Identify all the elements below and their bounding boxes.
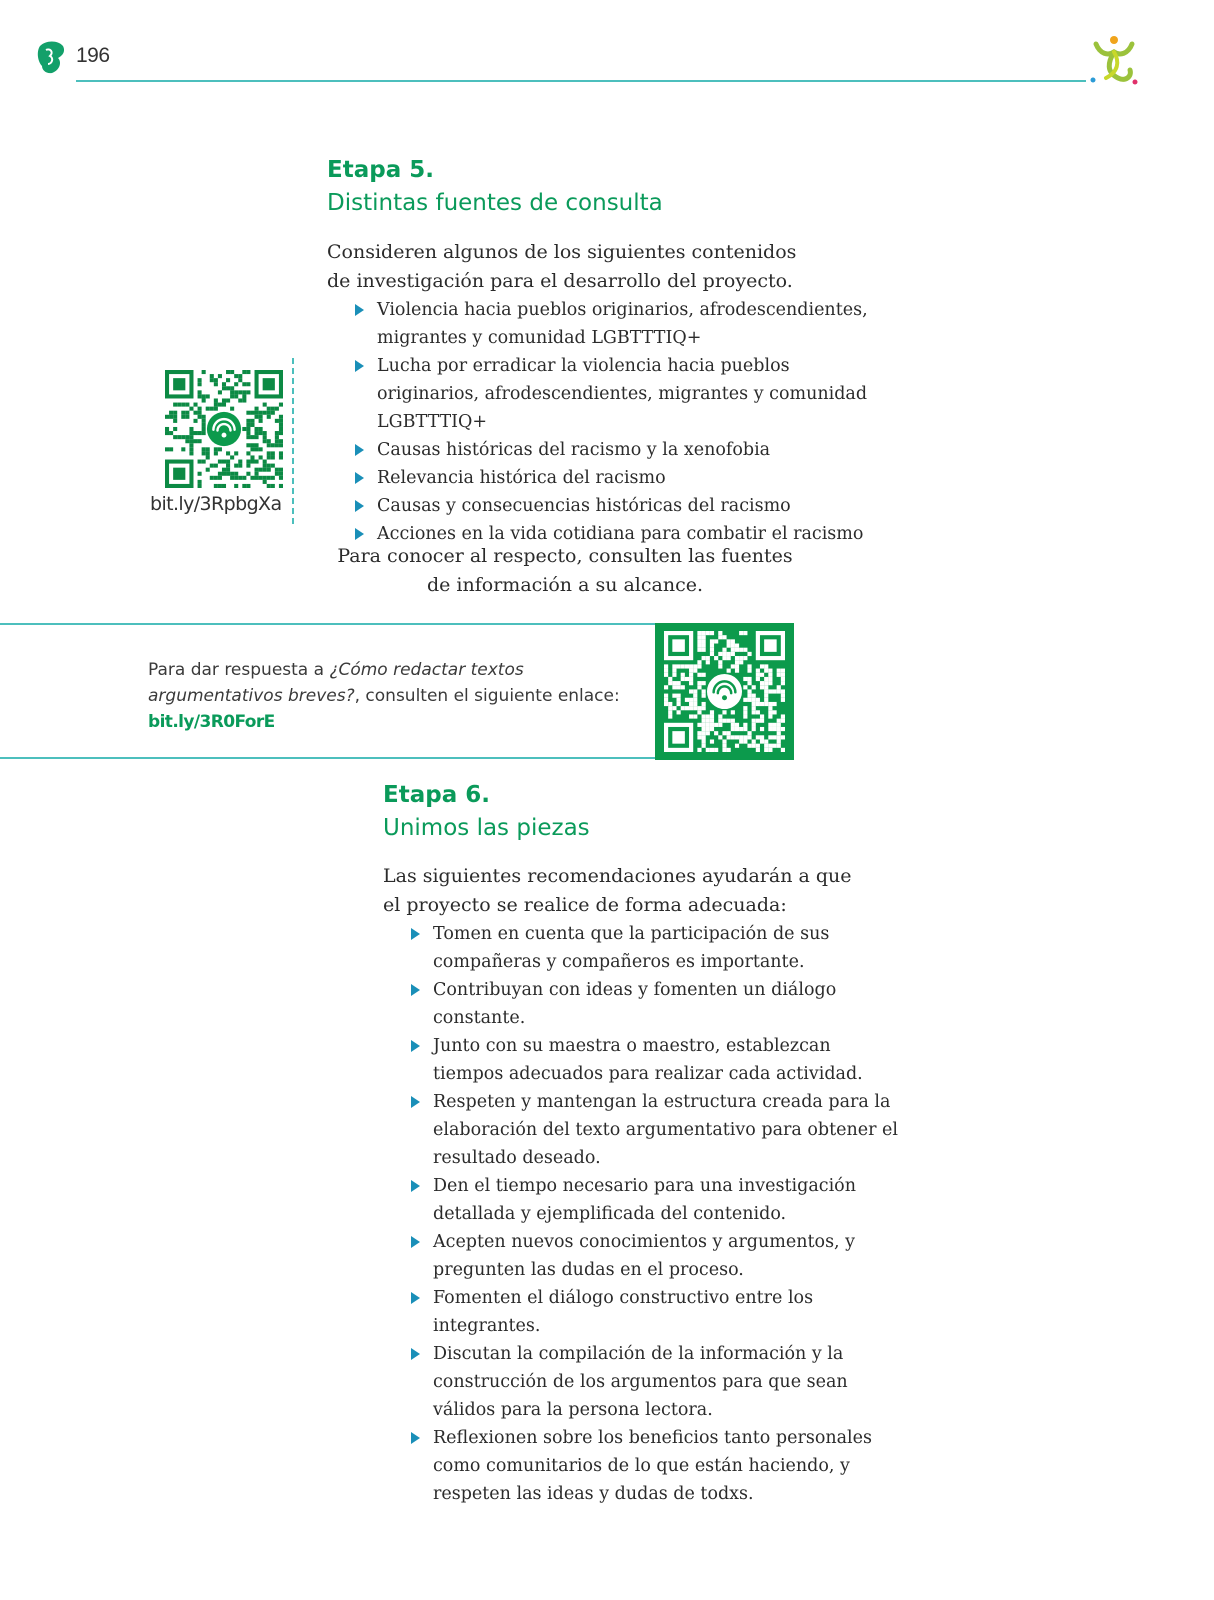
list-item — [353, 464, 873, 492]
bullet-triangle-icon — [411, 1432, 420, 1444]
list-item-text: Violencia hacia pueblos originarios, afrodescendientes, migrantes y comunidad LGBTTTIQ+ — [377, 300, 868, 348]
qr-code-icon[interactable] — [165, 370, 283, 488]
stage5-intro: Consideren algunos de los siguientes contenidos de investigación para el desarrollo del proyecto. — [327, 241, 797, 292]
list-item — [353, 296, 873, 352]
bullet-triangle-icon — [355, 528, 364, 540]
list-item — [409, 1284, 901, 1340]
stage5-heading — [327, 154, 663, 220]
bullet-triangle-icon — [411, 928, 420, 940]
list-item-text: Causas históricas del racismo y la xenofobia — [377, 440, 771, 460]
list-item-text: Reflexionen sobre los beneficios tanto personales como comunitarios de lo que están haciendo, y respeten las ideas y dudas de todxs. — [433, 1428, 872, 1504]
bullet-triangle-icon — [355, 444, 364, 456]
list-item-text: Respeten y mantengan la estructura creada para la elaboración del texto argumentativo para obtener el resultado deseado. — [433, 1092, 899, 1168]
bullet-triangle-icon — [411, 1180, 420, 1192]
list-item-text: Discutan la compilación de la información y la construcción de los argumentos para que sean válidos para la persona lectora. — [433, 1344, 848, 1420]
link-callout-url[interactable]: bit.ly/3R0ForE — [148, 712, 275, 732]
link-callout-text — [148, 657, 648, 735]
stage5-list — [353, 296, 873, 548]
list-item-text: Tomen en cuenta que la participación de sus compañeras y compañeros es importante. — [433, 924, 830, 972]
stage6-list — [409, 920, 901, 1508]
bullet-triangle-icon — [411, 1040, 420, 1052]
list-item-text: Relevancia histórica del racismo — [377, 468, 666, 488]
list-item-text: Lucha por erradicar la violencia hacia pueblos originarios, afrodescendientes, migrantes y comunidad LGBTTTIQ+ — [377, 356, 868, 432]
dashed-divider — [292, 358, 294, 524]
list-item-text: Causas y consecuencias históricas del racismo — [377, 496, 791, 516]
bullet-triangle-icon — [355, 500, 364, 512]
list-item — [409, 1032, 901, 1088]
list-item — [409, 976, 901, 1032]
bullet-triangle-icon — [411, 984, 420, 996]
qr-code-icon[interactable] — [664, 631, 785, 752]
bullet-triangle-icon — [411, 1292, 420, 1304]
list-item — [409, 1424, 901, 1508]
bullet-triangle-icon — [355, 360, 364, 372]
list-item — [353, 436, 873, 464]
list-item-text: Den el tiempo necesario para una investigación detallada y ejemplificada del contenido. — [433, 1176, 856, 1224]
header-rule — [76, 80, 1086, 82]
stage5-closing: Para conocer al respecto, consulten las fuentes de información a su alcance. — [337, 545, 793, 596]
list-item-text: Fomenten el diálogo constructivo entre los integrantes. — [433, 1288, 814, 1336]
list-item — [409, 1228, 901, 1284]
bullet-triangle-icon — [411, 1348, 420, 1360]
green-leaf-emblem-icon — [36, 40, 66, 74]
stage6-number: Etapa 6. — [383, 782, 490, 808]
list-item — [353, 492, 873, 520]
link-callout-prefix: Para dar respuesta a — [148, 660, 330, 680]
link-callout-box — [0, 623, 794, 759]
stage6-intro: Las siguientes recomendaciones ayudarán a que el proyecto se realice de forma adecuada: — [383, 865, 852, 916]
qr-link-label[interactable]: bit.ly/3RpbgXa — [150, 493, 282, 515]
bullet-triangle-icon — [411, 1236, 420, 1248]
list-item-text: Acepten nuevos conocimientos y argumentos, y pregunten las dudas en el proceso. — [433, 1232, 856, 1280]
list-item — [409, 920, 901, 976]
bullet-triangle-icon — [355, 472, 364, 484]
list-item-text: Junto con su maestra o maestro, establezcan tiempos adecuados para realizar cada actividad. — [433, 1036, 863, 1084]
list-item — [409, 1340, 901, 1424]
stage6-heading — [383, 779, 590, 845]
page-number: 196 — [76, 44, 110, 67]
bullet-triangle-icon — [355, 304, 364, 316]
link-callout-question: ¿Cómo redactar textos argumentativos breves? — [148, 660, 524, 706]
list-item — [353, 352, 873, 436]
list-item-text: Acciones en la vida cotidiana para combatir el racismo — [377, 524, 864, 544]
colorful-figure-logo-icon — [1088, 32, 1138, 88]
qr-code-panel — [655, 623, 794, 760]
list-item — [409, 1172, 901, 1228]
link-callout-suffix: , consulten el siguiente enlace: — [354, 686, 620, 706]
list-item — [409, 1088, 901, 1172]
stage5-number: Etapa 5. — [327, 157, 434, 183]
list-item-text: Contribuyan con ideas y fomenten un diálogo constante. — [433, 980, 837, 1028]
bullet-triangle-icon — [411, 1096, 420, 1108]
stage6-title: Unimos las piezas — [383, 815, 590, 841]
stage5-title: Distintas fuentes de consulta — [327, 190, 663, 216]
